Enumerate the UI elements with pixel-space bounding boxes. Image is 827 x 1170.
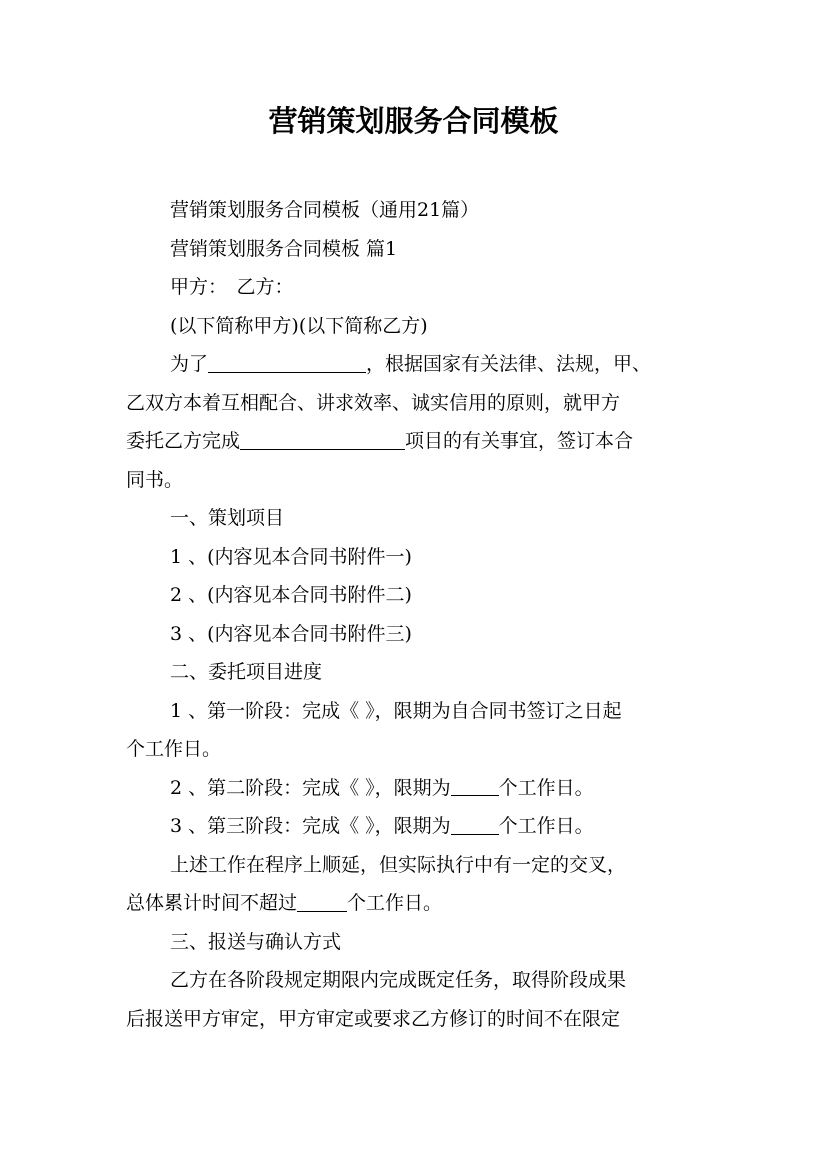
- blank-underline: [297, 892, 347, 912]
- paragraph-line: 乙双方本着互相配合、讲求效率、诚实信用的原则，就甲方: [126, 391, 621, 414]
- paragraph-line: [126, 884, 710, 923]
- text-segment: 个工作日。: [347, 892, 443, 914]
- list-item: 1 、(内容见本合同书附件一): [170, 545, 412, 568]
- text-segment: 个工作日。: [498, 815, 594, 837]
- document-body: [126, 191, 710, 1038]
- blank-underline: [208, 353, 366, 373]
- paragraph-line: 后报送甲方审定，甲方审定或要求乙方修订的时间不在限定: [126, 1007, 621, 1030]
- text-segment: 3 、第三阶段：完成《 》，限期为: [170, 815, 451, 837]
- text-segment: 2 、第二阶段：完成《 》，限期为: [170, 776, 451, 799]
- parties-abbrev-line: (以下简称甲方)(以下简称乙方): [170, 314, 428, 337]
- document-title: 营销策划服务合同模板: [268, 104, 559, 138]
- list-item: 2 、(内容见本合同书附件二): [170, 584, 412, 606]
- section-heading: 一、策划项目: [170, 507, 285, 529]
- paragraph-line: 个工作日。: [126, 738, 222, 760]
- list-item: [126, 807, 710, 846]
- parties-line: 甲方： 乙方：: [170, 276, 294, 298]
- blank-underline: [240, 430, 405, 450]
- list-item: 1 、第一阶段：完成《 》，限期为自合同书签订之日起: [170, 699, 622, 722]
- list-item: 3 、(内容见本合同书附件三): [170, 622, 412, 645]
- text-segment: 个工作日。: [498, 776, 594, 799]
- section-heading: 二、委托项目进度: [170, 661, 323, 683]
- text-segment: 为了: [170, 353, 209, 375]
- section-heading: 营销策划服务合同模板 篇1: [170, 237, 398, 260]
- paragraph-line: 同书。: [126, 468, 184, 491]
- subtitle-line: 营销策划服务合同模板（通用21篇）: [170, 199, 480, 221]
- purpose-line: [126, 345, 710, 384]
- text-segment: 委托乙方完成: [126, 430, 241, 452]
- blank-underline: [451, 776, 499, 796]
- paragraph-line: 乙方在各阶段规定期限内完成既定任务，取得阶段成果: [170, 969, 627, 991]
- text-segment: ，根据国家有关法律、法规，甲、: [366, 353, 652, 375]
- section-heading: 三、报送与确认方式: [170, 930, 342, 953]
- paragraph-line: [126, 422, 710, 461]
- text-segment: 项目的有关事宜，签订本合: [405, 430, 634, 452]
- paragraph-line: 上述工作在程序上顺延，但实际执行中有一定的交叉，: [170, 853, 627, 876]
- list-item: [126, 769, 710, 808]
- blank-underline: [451, 815, 499, 835]
- text-segment: 总体累计时间不超过: [126, 892, 298, 914]
